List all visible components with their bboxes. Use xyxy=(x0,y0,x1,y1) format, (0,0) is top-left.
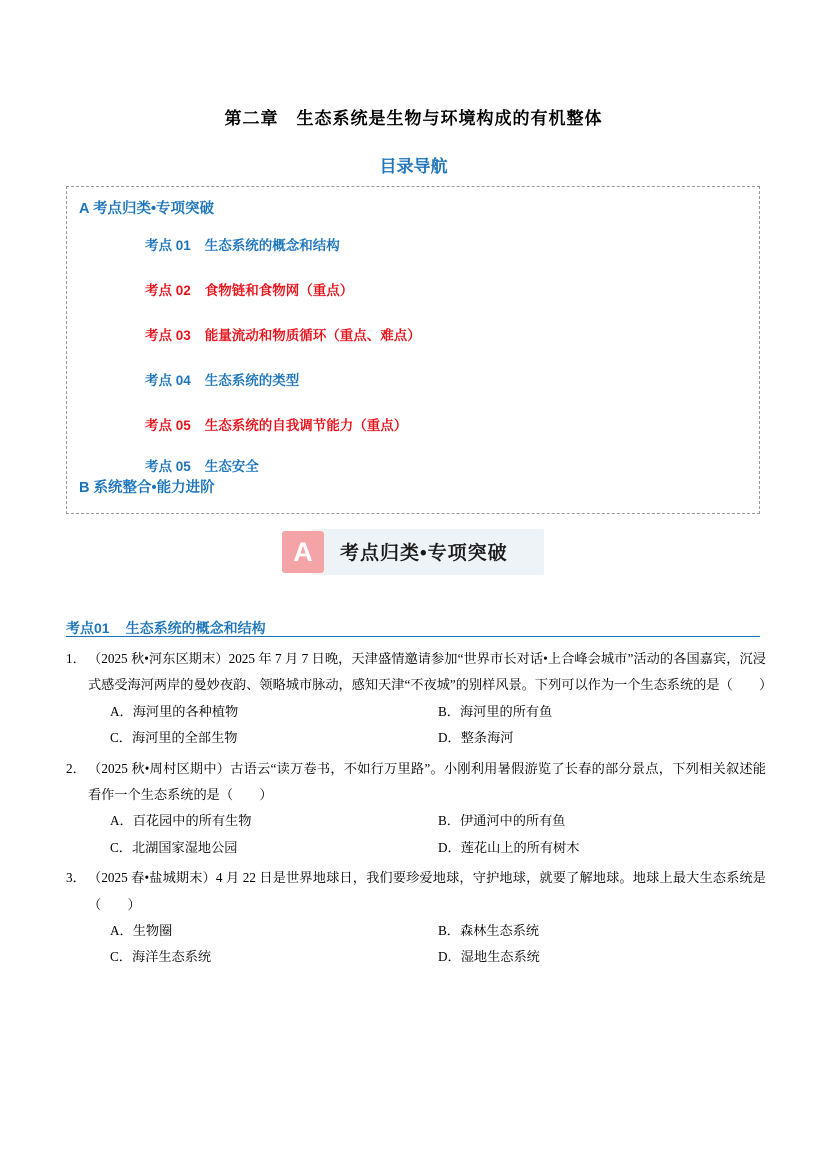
question-stem-wrap xyxy=(66,865,766,918)
section-heading-label: 考点01 xyxy=(66,620,110,636)
question-number: 3． xyxy=(66,870,86,886)
toc-item-5[interactable] xyxy=(145,414,407,434)
question-number: 2． xyxy=(66,760,86,776)
toc-item-label: 考点 05 xyxy=(145,459,191,474)
question-options xyxy=(66,808,766,861)
toc-item-2[interactable] xyxy=(145,279,353,299)
section-banner xyxy=(282,529,544,579)
toc-item-text: 生态系统的类型 xyxy=(204,373,300,388)
question-stem: （2025 秋•周村区期中）古语云“读万卷书，不如行万里路”。小刚利用暑假游览了长春的部分景点，下列相关叙述能看作一个生态系统的是（ ） xyxy=(88,760,766,803)
question-stem-wrap xyxy=(66,646,773,699)
toc-item-text: 生态安全 xyxy=(204,459,259,474)
toc-item-label: 考点 01 xyxy=(145,238,191,253)
option-c[interactable]: C．海河里的全部生物 xyxy=(110,730,238,746)
toc-item-label: 考点 03 xyxy=(145,328,191,343)
option-a[interactable]: A．生物圈 xyxy=(110,923,173,939)
section-heading xyxy=(66,618,266,638)
option-c[interactable]: C．海洋生态系统 xyxy=(110,949,212,965)
toc-item-label: 考点 04 xyxy=(145,373,191,388)
toc-heading: 目录导航 xyxy=(379,157,448,176)
toc-item-text: 生态系统的自我调节能力（重点） xyxy=(204,418,408,433)
section-divider xyxy=(66,636,760,637)
section-heading-title: 生态系统的概念和结构 xyxy=(125,620,266,636)
question-number: 1． xyxy=(66,651,86,666)
option-a[interactable]: A．百花园中的所有生物 xyxy=(110,813,252,829)
option-d[interactable]: D．整条海河 xyxy=(438,730,514,746)
option-d[interactable]: D．莲花山上的所有树木 xyxy=(438,839,580,855)
toc-item-label: 考点 05 xyxy=(145,418,191,433)
question-stem: （2025 秋•河东区期末）2025 年 7 月 7 日晚，天津盛情邀请参加“世界市长对话•上合峰会城市”活动的各国嘉宾，沉浸式感受海河两岸的曼妙夜韵、领略城市脉动，感知天津“不夜城”的别样风景。下列可以作为一个生态系统的是（ ） xyxy=(88,651,773,693)
option-b[interactable]: B．海河里的所有鱼 xyxy=(438,703,553,719)
toc-item-1[interactable] xyxy=(145,234,340,254)
toc-item-label: 考点 02 xyxy=(145,283,191,298)
question-stem: （2025 春•盐城期末）4 月 22 日是世界地球日，我们要珍爱地球，守护地球，就要了解地球。地球上最大生态系统是（ ） xyxy=(88,870,766,912)
toc-item-text: 生态系统的概念和结构 xyxy=(204,238,340,253)
letter-a-badge: A xyxy=(282,531,324,573)
question-3 xyxy=(66,865,766,971)
toc-item-6[interactable] xyxy=(145,455,259,475)
option-b[interactable]: B．森林生态系统 xyxy=(438,923,540,939)
question-options xyxy=(66,918,766,971)
question-1 xyxy=(66,646,773,752)
question-stem-wrap xyxy=(66,756,766,809)
toc-item-text: 食物链和食物网（重点） xyxy=(204,283,354,298)
section-banner-label: 考点归类•专项突破 xyxy=(340,543,508,564)
option-d[interactable]: D．湿地生态系统 xyxy=(438,949,540,965)
page-title: 第二章 生态系统是生物与环境构成的有机整体 xyxy=(224,109,603,128)
question-2 xyxy=(66,756,766,862)
toc-box xyxy=(66,186,760,514)
toc-item-3[interactable] xyxy=(145,324,421,344)
option-c[interactable]: C．北湖国家湿地公园 xyxy=(110,839,238,855)
toc-item-4[interactable] xyxy=(145,369,299,389)
option-a[interactable]: A．海河里的各种植物 xyxy=(110,703,239,719)
option-b[interactable]: B．伊通河中的所有鱼 xyxy=(438,813,566,829)
toc-item-text: 能量流动和物质循环（重点、难点） xyxy=(204,328,421,343)
toc-section-b: B 系统整合•能力进阶 xyxy=(79,480,215,496)
question-options xyxy=(66,699,766,752)
toc-section-a: A 考点归类•专项突破 xyxy=(79,201,215,217)
question-list xyxy=(66,646,773,975)
